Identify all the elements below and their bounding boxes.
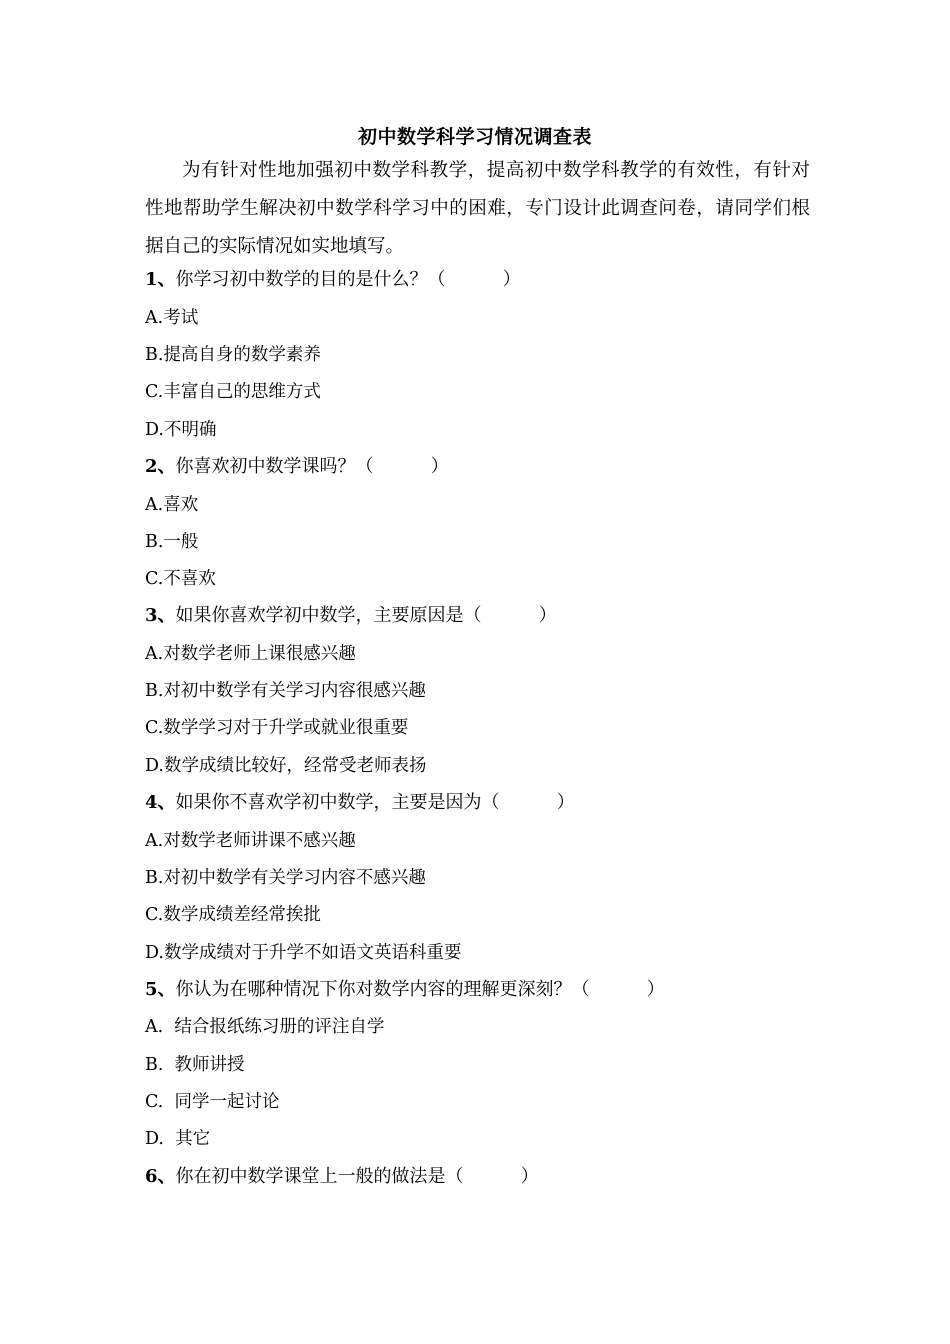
question-number: 5、	[145, 979, 176, 1000]
question-5-option-b: B. 教师讲授	[145, 1055, 245, 1075]
question-5	[145, 975, 665, 1005]
question-text: 你认为在哪种情况下你对数学内容的理解更深刻？（ ）	[175, 979, 665, 1000]
question-text: 你喜欢初中数学课吗？（ ）	[175, 456, 449, 477]
question-number: 4、	[145, 792, 176, 813]
question-text: 你学习初中数学的目的是什么？（ ）	[175, 269, 521, 290]
question-5-option-d: D. 其它	[145, 1129, 211, 1149]
question-number: 2、	[145, 456, 176, 477]
question-1-option-a: A.考试	[145, 308, 199, 328]
document-intro: 为有针对性地加强初中数学科教学，提高初中数学科教学的有效性，有针对性地帮助学生解决初中数学科学习中的困难，专门设计此调查问卷，请同学们根据自己的实际情况如实地填写。	[145, 160, 810, 257]
question-text: 如果你喜欢学初中数学，主要原因是（ ）	[175, 605, 557, 626]
question-4-option-a: A.对数学老师讲课不感兴趣	[145, 831, 356, 851]
question-number: 1、	[145, 269, 176, 290]
question-3	[145, 601, 557, 631]
question-6	[145, 1162, 539, 1192]
question-4-option-d: D.数学成绩对于升学不如语文英语科重要	[145, 943, 462, 963]
question-2	[145, 452, 449, 482]
question-number: 3、	[145, 605, 176, 626]
question-1-option-b: B.提高自身的数学素养	[145, 345, 321, 365]
question-text: 如果你不喜欢学初中数学，主要是因为（ ）	[175, 792, 575, 813]
question-1-option-c: C.丰富自己的思维方式	[145, 382, 321, 402]
question-2-option-b: B.一般	[145, 532, 199, 552]
question-text: 你在初中数学课堂上一般的做法是（ ）	[175, 1166, 539, 1187]
question-number: 6、	[145, 1166, 176, 1187]
question-1	[145, 265, 521, 295]
question-3-option-c: C.数学学习对于升学或就业很重要	[145, 718, 409, 738]
question-4-option-c: C.数学成绩差经常挨批	[145, 905, 321, 925]
question-2-option-c: C.不喜欢	[145, 569, 216, 589]
question-2-option-a: A.喜欢	[145, 495, 199, 515]
question-3-option-d: D.数学成绩比较好，经常受老师表扬	[145, 756, 427, 776]
question-3-option-b: B.对初中数学有关学习内容很感兴趣	[145, 681, 426, 701]
question-5-option-a: A. 结合报纸练习册的评注自学	[145, 1017, 385, 1037]
question-4-option-b: B.对初中数学有关学习内容不感兴趣	[145, 868, 426, 888]
question-5-option-c: C. 同学一起讨论	[145, 1092, 280, 1112]
question-4	[145, 788, 575, 818]
question-1-option-d: D.不明确	[145, 420, 217, 440]
document-title: 初中数学科学习情况调查表	[357, 126, 592, 148]
question-3-option-a: A.对数学老师上课很感兴趣	[145, 644, 356, 664]
